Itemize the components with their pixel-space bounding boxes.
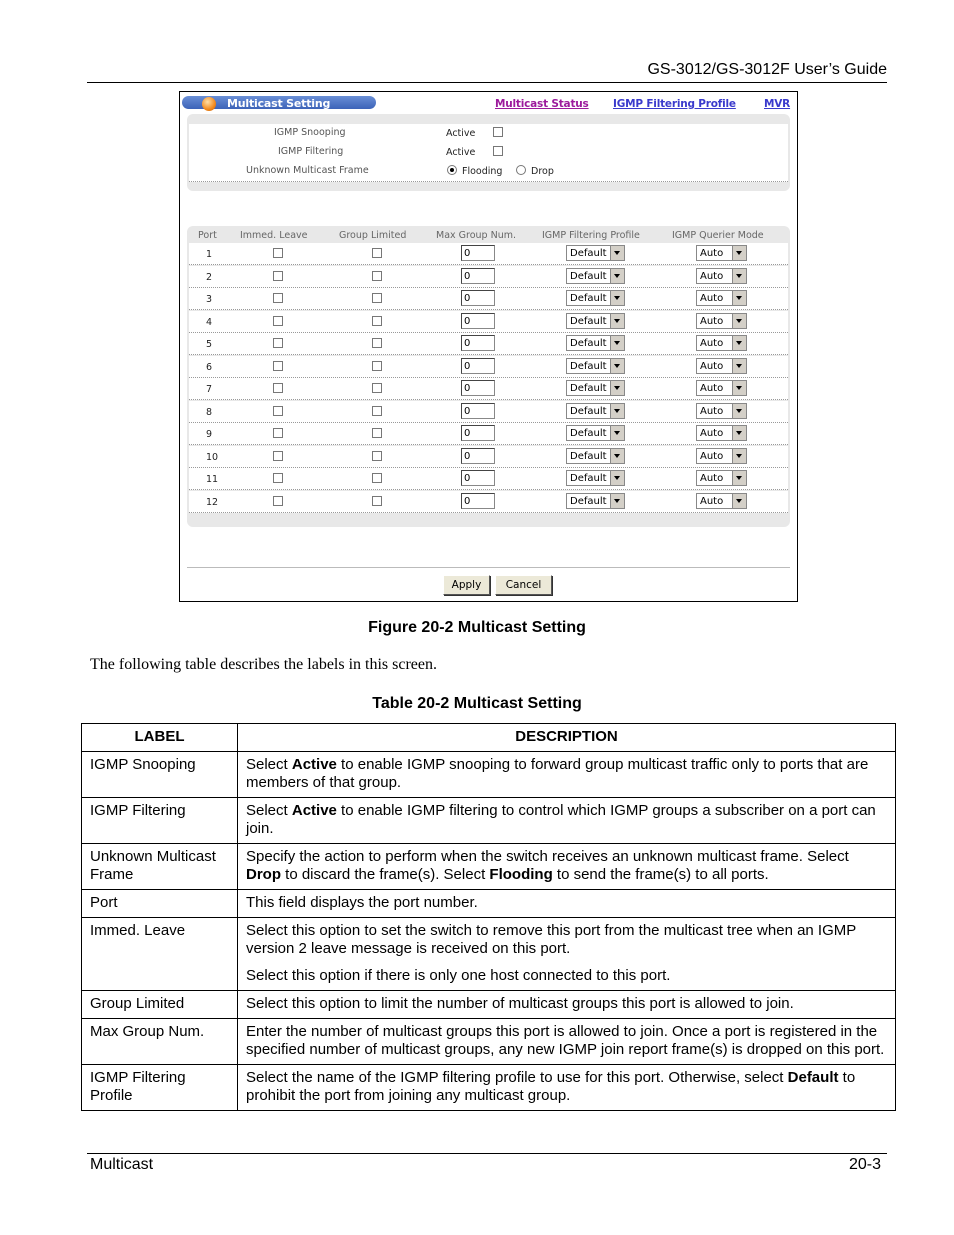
chevron-down-icon: [732, 314, 746, 328]
description-keyword: Default: [787, 1069, 839, 1086]
filtering-profile-value: Default: [570, 450, 607, 462]
description-keyword: Flooding: [489, 866, 553, 883]
querier-mode-value: Auto: [700, 495, 724, 507]
chevron-down-icon: [732, 269, 746, 283]
chevron-down-icon: [732, 494, 746, 508]
group-limited-checkbox[interactable]: [372, 451, 382, 461]
immed-leave-checkbox[interactable]: [273, 271, 283, 281]
chevron-down-icon: [732, 449, 746, 463]
port-number: 9: [206, 429, 213, 440]
filtering-profile-value: Default: [570, 405, 607, 417]
description-text: to send the frame(s) to all ports.: [552, 866, 769, 883]
chevron-down-icon: [610, 246, 624, 260]
immed-leave-checkbox[interactable]: [273, 406, 283, 416]
chevron-down-icon: [732, 291, 746, 305]
port-number: 4: [206, 316, 213, 328]
table-row: [82, 752, 896, 798]
querier-mode-value: Auto: [700, 383, 724, 394]
description-cell: [238, 1065, 896, 1111]
group-limited-checkbox[interactable]: [372, 383, 382, 393]
table-row: [189, 401, 788, 423]
immed-leave-checkbox[interactable]: [273, 496, 283, 506]
table-row: [82, 1019, 896, 1065]
table-row: [82, 890, 896, 918]
description-paragraph: [246, 848, 887, 884]
max-group-input[interactable]: 0: [461, 245, 495, 261]
group-limited-checkbox[interactable]: [372, 316, 382, 326]
description-paragraph: [246, 756, 887, 792]
immed-leave-checkbox[interactable]: [273, 361, 283, 371]
igmp-filtering-label: IGMP Filtering: [278, 146, 344, 157]
table-row: [82, 798, 896, 844]
igmp-snooping-label: IGMP Snooping: [274, 127, 346, 138]
max-group-input[interactable]: 0: [461, 335, 495, 351]
col-group-limited: Group Limited: [339, 230, 407, 241]
filtering-profile-value: Default: [570, 495, 607, 507]
group-limited-checkbox[interactable]: [372, 248, 382, 258]
description-header: DESCRIPTION: [238, 724, 896, 752]
chevron-down-icon: [610, 494, 624, 508]
querier-mode-select[interactable]: [696, 358, 747, 374]
querier-mode-select[interactable]: [696, 470, 747, 486]
querier-mode-select[interactable]: [696, 335, 747, 351]
filtering-profile-select[interactable]: [566, 245, 625, 261]
col-max-group-num: Max Group Num.: [436, 230, 517, 241]
label-cell: IGMP Snooping: [82, 752, 238, 798]
table-row: [189, 423, 788, 445]
description-paragraph: [246, 894, 887, 912]
table-row: [189, 311, 788, 333]
port-number: 12: [206, 496, 219, 508]
port-number: 6: [206, 361, 213, 373]
querier-mode-value: Auto: [700, 450, 724, 462]
intro-text: The following table describes the labels in this screen.: [90, 656, 438, 673]
col-immed-leave: Immed. Leave: [240, 230, 308, 241]
description-text: Select this option to set the switch to remove this port from the multicast tree when an IGMP version 2 leave message is received on this port.: [246, 922, 856, 957]
max-group-input[interactable]: 0: [461, 448, 495, 464]
description-text: to discard the frame(s). Select: [281, 866, 490, 883]
filtering-profile-select[interactable]: [566, 425, 625, 441]
filtering-profile-select[interactable]: [566, 313, 625, 329]
port-number: 5: [206, 339, 213, 350]
chevron-down-icon: [610, 359, 624, 373]
filtering-profile-select[interactable]: [566, 403, 625, 419]
max-group-input[interactable]: 0: [461, 313, 495, 329]
igmp-snooping-row: [189, 124, 788, 144]
flooding-radio[interactable]: [447, 165, 457, 175]
drop-label: Drop: [531, 166, 554, 177]
description-text: Select: [246, 756, 292, 773]
drop-radio[interactable]: [516, 165, 526, 175]
igmp-filtering-active-label: Active: [446, 147, 476, 158]
max-group-input[interactable]: 0: [461, 470, 495, 486]
label-cell: Group Limited: [82, 991, 238, 1019]
chevron-down-icon: [610, 404, 624, 418]
description-text: Select the name of the IGMP filtering profile to use for this port. Otherwise, select: [246, 1069, 788, 1086]
chevron-down-icon: [610, 449, 624, 463]
unknown-frame-row: [189, 162, 788, 182]
immed-leave-checkbox[interactable]: [273, 316, 283, 326]
filtering-profile-value: Default: [570, 248, 607, 259]
querier-mode-select[interactable]: [696, 425, 747, 441]
page-header-title: GS-3012/GS-3012F User’s Guide: [647, 61, 887, 78]
querier-mode-select[interactable]: [696, 313, 747, 329]
port-number: 3: [206, 294, 213, 305]
port-number: 2: [206, 271, 213, 283]
footer-section: Multicast: [90, 1156, 154, 1173]
button-divider: [187, 567, 790, 568]
multicast-status-link[interactable]: Multicast Status: [495, 98, 589, 110]
querier-mode-select[interactable]: [696, 380, 747, 396]
filtering-profile-value: Default: [570, 428, 607, 439]
chevron-down-icon: [610, 269, 624, 283]
group-limited-checkbox[interactable]: [372, 406, 382, 416]
immed-leave-checkbox[interactable]: [273, 428, 283, 438]
description-cell: [238, 752, 896, 798]
chevron-down-icon: [732, 359, 746, 373]
description-text: to enable IGMP filtering to control which IGMP groups a subscriber on a port can join.: [246, 802, 876, 837]
table-row: [189, 288, 788, 310]
col-igmp-querier-mode: IGMP Querier Mode: [672, 230, 764, 241]
description-text: to prohibit the port from joining any multicast group.: [246, 1069, 856, 1104]
label-header: LABEL: [82, 724, 238, 752]
group-limited-checkbox[interactable]: [372, 496, 382, 506]
port-number: 11: [206, 474, 219, 485]
filtering-profile-value: Default: [570, 270, 607, 282]
querier-mode-value: Auto: [700, 270, 724, 282]
chevron-down-icon: [732, 404, 746, 418]
filtering-profile-select[interactable]: [566, 380, 625, 396]
description-keyword: Drop: [246, 866, 281, 883]
igmp-filtering-row: [189, 143, 788, 163]
chevron-down-icon: [732, 471, 746, 485]
table-caption: Table 20-2 Multicast Setting: [372, 695, 582, 712]
table-row: [189, 446, 788, 468]
footer-rule: [87, 1153, 887, 1154]
immed-leave-checkbox[interactable]: [273, 383, 283, 393]
description-keyword: Active: [291, 756, 337, 773]
description-paragraph: [246, 802, 887, 838]
table-row: [189, 333, 788, 355]
chevron-down-icon: [732, 246, 746, 260]
label-cell: Port: [82, 890, 238, 918]
label-cell: Immed. Leave: [82, 918, 238, 991]
chevron-down-icon: [610, 381, 624, 395]
label-description-table: [81, 723, 896, 1111]
filtering-profile-value: Default: [570, 473, 607, 484]
footer-page-number: 20-3: [848, 1156, 881, 1173]
unknown-frame-label: Unknown Multicast Frame: [246, 165, 369, 176]
apply-button[interactable]: Apply: [443, 575, 490, 595]
port-number: 10: [206, 451, 219, 463]
querier-mode-value: Auto: [700, 248, 724, 259]
label-cell: IGMP Filtering: [82, 798, 238, 844]
description-paragraph: [246, 967, 887, 985]
cancel-button[interactable]: Cancel: [495, 575, 552, 595]
col-igmp-filtering-profile: IGMP Filtering Profile: [542, 230, 640, 241]
description-text: Select: [246, 802, 292, 819]
description-paragraph: [246, 1023, 887, 1059]
querier-mode-value: Auto: [700, 315, 724, 327]
figure-caption: Figure 20-2 Multicast Setting: [368, 619, 586, 636]
immed-leave-checkbox[interactable]: [273, 248, 283, 258]
filtering-profile-value: Default: [570, 383, 607, 394]
max-group-input[interactable]: 0: [461, 268, 495, 284]
querier-mode-select[interactable]: [696, 448, 747, 464]
igmp-filtering-checkbox[interactable]: [493, 146, 503, 156]
col-port: Port: [198, 230, 217, 241]
table-header-row: [82, 724, 896, 752]
filtering-profile-select[interactable]: [566, 358, 625, 374]
description-cell: [238, 918, 896, 991]
description-text: Enter the number of multicast groups this port is allowed to join. Once a port is registered in the specified number of multicast groups, any new IGMP join report frame(s) is dropped on this port.: [246, 1023, 885, 1058]
table-row: [82, 918, 896, 991]
description-text: to enable IGMP snooping to forward group multicast traffic only to ports that are members of that group.: [246, 756, 869, 791]
group-limited-checkbox[interactable]: [372, 361, 382, 371]
querier-mode-select[interactable]: [696, 290, 747, 306]
group-limited-checkbox[interactable]: [372, 338, 382, 348]
immed-leave-checkbox[interactable]: [273, 338, 283, 348]
filtering-profile-value: Default: [570, 293, 607, 304]
querier-mode-select[interactable]: [696, 493, 747, 509]
chevron-down-icon: [610, 336, 624, 350]
querier-mode-select[interactable]: [696, 403, 747, 419]
max-group-input[interactable]: 0: [461, 425, 495, 441]
description-paragraph: [246, 995, 887, 1013]
max-group-input[interactable]: 0: [461, 403, 495, 419]
filtering-profile-select[interactable]: [566, 290, 625, 306]
filtering-profile-select[interactable]: [566, 448, 625, 464]
table-row: [82, 1065, 896, 1111]
description-cell: [238, 844, 896, 890]
label-cell: Max Group Num.: [82, 1019, 238, 1065]
description-paragraph: [246, 1069, 887, 1105]
querier-mode-select[interactable]: [696, 245, 747, 261]
port-number: 8: [206, 406, 213, 418]
table-row: [82, 991, 896, 1019]
querier-mode-value: Auto: [700, 473, 724, 484]
flooding-label: Flooding: [462, 166, 503, 177]
max-group-input[interactable]: 0: [461, 493, 495, 509]
mvr-link[interactable]: MVR: [764, 98, 791, 110]
table-row: [189, 356, 788, 378]
description-paragraph: [246, 922, 887, 958]
description-cell: [238, 798, 896, 844]
filtering-profile-value: Default: [570, 338, 607, 349]
immed-leave-checkbox[interactable]: [273, 293, 283, 303]
filtering-profile-value: Default: [570, 360, 607, 372]
chevron-down-icon: [610, 426, 624, 440]
label-cell: Unknown Multicast Frame: [82, 844, 238, 890]
description-keyword: Active: [291, 802, 337, 819]
querier-mode-value: Auto: [700, 338, 724, 349]
description-text: Select this option to limit the number of multicast groups this port is allowed to join.: [246, 995, 794, 1012]
querier-mode-value: Auto: [700, 293, 724, 304]
header-rule: [87, 82, 887, 83]
description-cell: [238, 890, 896, 918]
igmp-snooping-active-label: Active: [446, 128, 476, 139]
chevron-down-icon: [732, 336, 746, 350]
table-row: [189, 468, 788, 490]
chevron-down-icon: [610, 314, 624, 328]
immed-leave-checkbox[interactable]: [273, 473, 283, 483]
igmp-snooping-checkbox[interactable]: [493, 127, 503, 137]
table-row: [189, 243, 788, 265]
group-limited-checkbox[interactable]: [372, 293, 382, 303]
port-settings-panel: [187, 226, 790, 527]
chevron-down-icon: [732, 426, 746, 440]
description-text: Specify the action to perform when the switch receives an unknown multicast frame. Select: [246, 848, 849, 865]
querier-mode-value: Auto: [700, 428, 724, 439]
filtering-profile-select[interactable]: [566, 335, 625, 351]
screen-title: Multicast Setting: [227, 97, 331, 110]
max-group-input[interactable]: 0: [461, 358, 495, 374]
global-settings-panel: [187, 114, 790, 191]
table-row: [189, 378, 788, 400]
port-number: 1: [206, 249, 213, 260]
chevron-down-icon: [610, 471, 624, 485]
table-row: [189, 491, 788, 513]
max-group-input[interactable]: 0: [461, 380, 495, 396]
description-cell: [238, 991, 896, 1019]
label-cell: IGMP Filtering Profile: [82, 1065, 238, 1111]
orb-icon: [202, 97, 216, 111]
filtering-profile-select[interactable]: [566, 268, 625, 284]
filtering-profile-select[interactable]: [566, 493, 625, 509]
group-limited-checkbox[interactable]: [372, 473, 382, 483]
querier-mode-value: Auto: [700, 360, 724, 372]
multicast-setting-screenshot: [179, 91, 798, 602]
querier-mode-value: Auto: [700, 405, 724, 417]
immed-leave-checkbox[interactable]: [273, 451, 283, 461]
description-text: This field displays the port number.: [246, 894, 478, 911]
chevron-down-icon: [732, 381, 746, 395]
max-group-input[interactable]: 0: [461, 290, 495, 306]
port-number: 7: [206, 384, 213, 395]
filtering-profile-select[interactable]: [566, 470, 625, 486]
table-row: [189, 266, 788, 288]
group-limited-checkbox[interactable]: [372, 428, 382, 438]
table-row: [82, 844, 896, 890]
querier-mode-select[interactable]: [696, 268, 747, 284]
description-cell: [238, 1019, 896, 1065]
igmp-filtering-profile-link[interactable]: IGMP Filtering Profile: [613, 98, 736, 110]
group-limited-checkbox[interactable]: [372, 271, 382, 281]
chevron-down-icon: [610, 291, 624, 305]
description-text: Select this option if there is only one host connected to this port.: [246, 967, 671, 984]
filtering-profile-value: Default: [570, 315, 607, 327]
